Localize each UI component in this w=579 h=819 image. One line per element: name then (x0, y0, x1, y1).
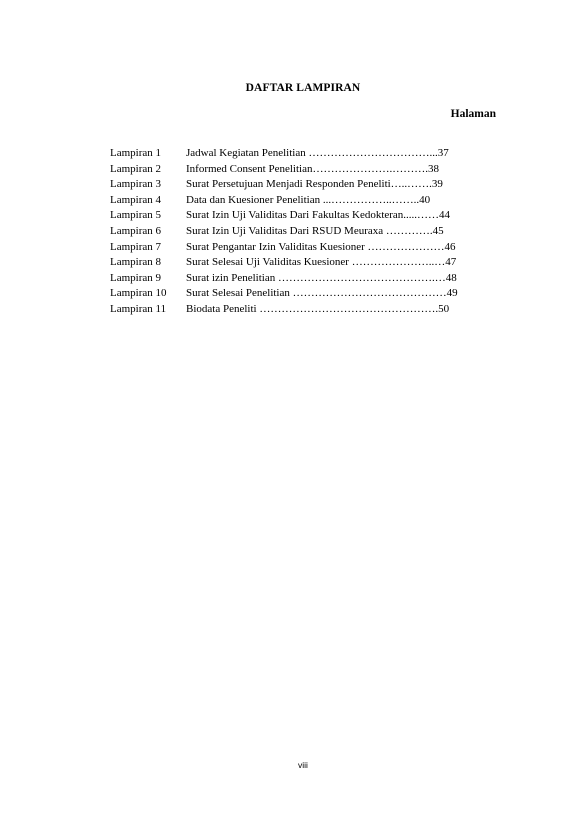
appendix-label: Lampiran 10 (110, 287, 167, 300)
appendix-label: Lampiran 8 (110, 256, 162, 269)
list-item (110, 302, 490, 318)
list-item (110, 271, 490, 287)
appendix-label: Lampiran 6 (110, 224, 162, 237)
appendix-entry: Surat Selesai Uji Validitas Kuesioner …………………..…47 (186, 256, 457, 269)
list-item (110, 208, 490, 224)
list-item (110, 162, 490, 178)
appendix-entry: Biodata Peneliti ………………………………………….50 (186, 302, 450, 315)
appendix-label: Lampiran 9 (110, 271, 162, 284)
page-title: DAFTAR LAMPIRAN (245, 82, 361, 94)
appendix-label: Lampiran 7 (110, 240, 162, 253)
appendix-entry: Surat Selesai Penelitian ……………………………………49 (186, 287, 458, 300)
appendix-label: Lampiran 1 (110, 147, 162, 159)
appendix-entry: Surat Persetujuan Menjadi Responden Peneliti…..…….39 (186, 178, 443, 191)
appendix-entry: Jadwal Kegiatan Penelitian ……………………………...37 (186, 147, 449, 159)
list-item (110, 146, 490, 162)
list-item (110, 193, 490, 209)
appendix-entry: Data dan Kuesioner Penelitian ...……………..……..40 (186, 193, 431, 206)
page-number: viii (298, 760, 308, 770)
appendix-label: Lampiran 11 (110, 302, 167, 315)
appendix-entry: Surat izin Penelitian …………………………………….…48 (186, 271, 457, 284)
list-item (110, 224, 490, 240)
list-item (110, 255, 490, 271)
appendix-label: Lampiran 4 (110, 193, 162, 206)
appendix-entry: Informed Consent Penelitian………………….……….38 (186, 162, 439, 175)
appendix-entry: Surat Izin Uji Validitas Dari Fakultas Kedokteran.....……44 (186, 209, 451, 222)
column-header-halaman: Halaman (450, 108, 496, 120)
appendix-entry: Surat Izin Uji Validitas Dari RSUD Meuraxa ………….45 (186, 224, 444, 237)
list-item (110, 240, 490, 256)
appendix-entry: Surat Pengantar Izin Validitas Kuesioner …………………46 (186, 240, 456, 253)
list-item (110, 177, 490, 193)
list-item (110, 286, 490, 302)
appendix-label: Lampiran 3 (110, 178, 162, 191)
appendix-list (110, 146, 490, 318)
appendix-label: Lampiran 2 (110, 162, 162, 175)
appendix-label: Lampiran 5 (110, 209, 162, 222)
